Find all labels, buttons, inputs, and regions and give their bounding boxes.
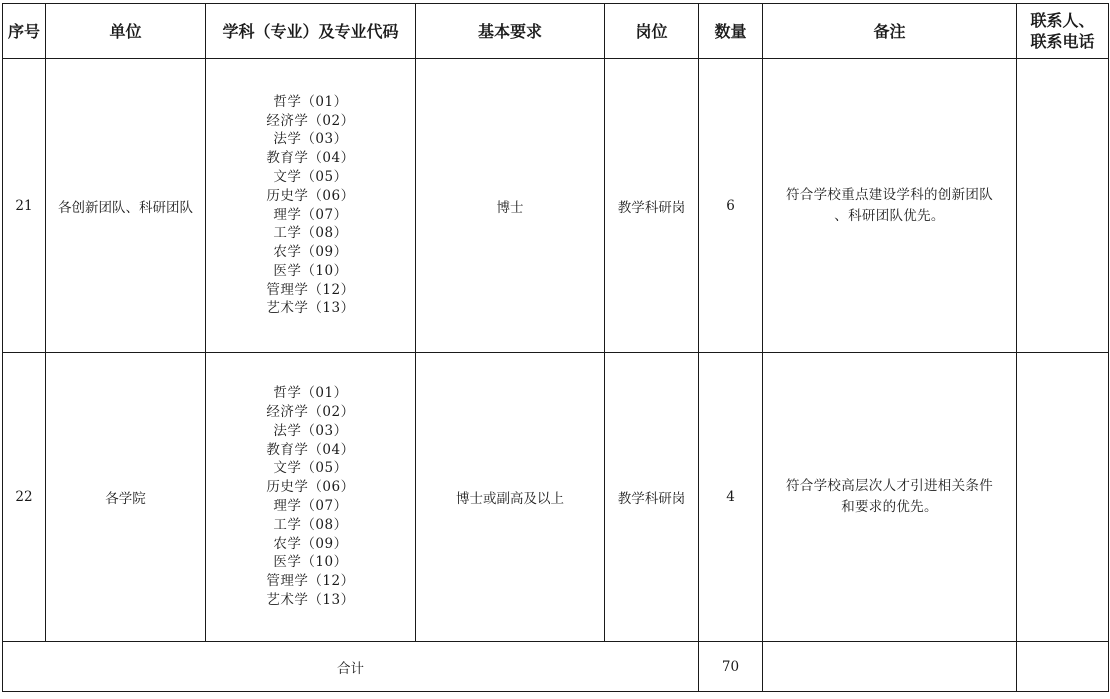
remark-line: 、科研团队优先。: [834, 207, 945, 224]
header-contact: [1017, 4, 1109, 59]
table-row: [3, 59, 1109, 353]
subject-item: 经济学（02）: [266, 404, 355, 421]
cell-position: 教学科研岗: [605, 59, 699, 353]
header-subject: 学科（专业）及专业代码: [206, 4, 416, 59]
unit-text: 各创新团队、科研团队: [58, 199, 193, 216]
subject-item: 哲学（01）: [273, 385, 348, 402]
subject-item: 农学（09）: [273, 244, 348, 261]
cell-quantity: 6: [699, 59, 763, 353]
cell-seq: 22: [3, 353, 46, 642]
subject-item: 理学（07）: [273, 206, 348, 223]
subject-item: 历史学（06）: [266, 479, 355, 496]
subject-item: 管理学（12）: [266, 281, 355, 298]
cell-requirement: 博士: [416, 59, 605, 353]
subject-item: 教育学（04）: [266, 150, 355, 167]
subject-item: 管理学（12）: [266, 573, 355, 590]
subject-item: 理学（07）: [273, 498, 348, 514]
cell-remark: [763, 353, 1017, 642]
cell-quantity: 4: [699, 353, 763, 642]
header-contact-line2: 联系电话: [1030, 32, 1095, 51]
subject-item: 工学（08）: [273, 516, 348, 533]
cell-position: 教学科研岗: [605, 353, 699, 642]
header-position: 岗位: [605, 4, 699, 59]
subject-item: 文学（05）: [273, 460, 348, 477]
header-contact-line1: 联系人、: [1030, 11, 1095, 30]
recruitment-table-container: [2, 3, 1108, 692]
header-row: [3, 4, 1109, 59]
total-label: 合计: [3, 642, 699, 692]
subject-item: 法学（03）: [273, 422, 348, 439]
total-contact: [1017, 642, 1109, 692]
subject-item: 艺术学（13）: [266, 300, 355, 317]
remark-line: 符合学校重点建设学科的创新团队: [786, 186, 993, 203]
cell-contact: [1017, 59, 1109, 353]
cell-remark: [763, 59, 1017, 353]
total-quantity: 70: [699, 642, 763, 692]
table-row: [3, 353, 1109, 642]
cell-unit: [46, 353, 206, 642]
subject-item: 历史学（06）: [266, 187, 355, 204]
header-requirement: 基本要求: [416, 4, 605, 59]
total-row: [3, 642, 1109, 692]
subject-list: [266, 384, 354, 610]
header-quantity: 数量: [699, 4, 763, 59]
subject-item: 工学（08）: [273, 225, 348, 242]
total-remark: [763, 642, 1017, 692]
subject-item: 农学（09）: [273, 535, 348, 552]
subject-item: 文学（05）: [273, 168, 348, 185]
subject-list: [266, 93, 354, 319]
subject-item: 艺术学（13）: [266, 591, 355, 608]
subject-item: 法学（03）: [273, 131, 348, 148]
unit-text: 各学院: [105, 491, 146, 507]
cell-unit: [46, 59, 206, 353]
header-remark: 备注: [763, 4, 1017, 59]
cell-seq: 21: [3, 59, 46, 353]
subject-item: 哲学（01）: [273, 93, 348, 110]
cell-subjects: [206, 353, 416, 642]
cell-contact: [1017, 353, 1109, 642]
subject-item: 医学（10）: [273, 554, 348, 571]
subject-item: 教育学（04）: [266, 441, 355, 458]
cell-subjects: [206, 59, 416, 353]
subject-item: 经济学（02）: [266, 112, 355, 129]
remark-line: 和要求的优先。: [841, 499, 938, 515]
header-seq: 序号: [3, 4, 46, 59]
header-unit: 单位: [46, 4, 206, 59]
cell-requirement: 博士或副高及以上: [416, 353, 605, 642]
subject-item: 医学（10）: [273, 262, 348, 279]
remark-line: 符合学校高层次人才引进相关条件: [786, 478, 993, 494]
recruitment-table: [2, 3, 1109, 692]
